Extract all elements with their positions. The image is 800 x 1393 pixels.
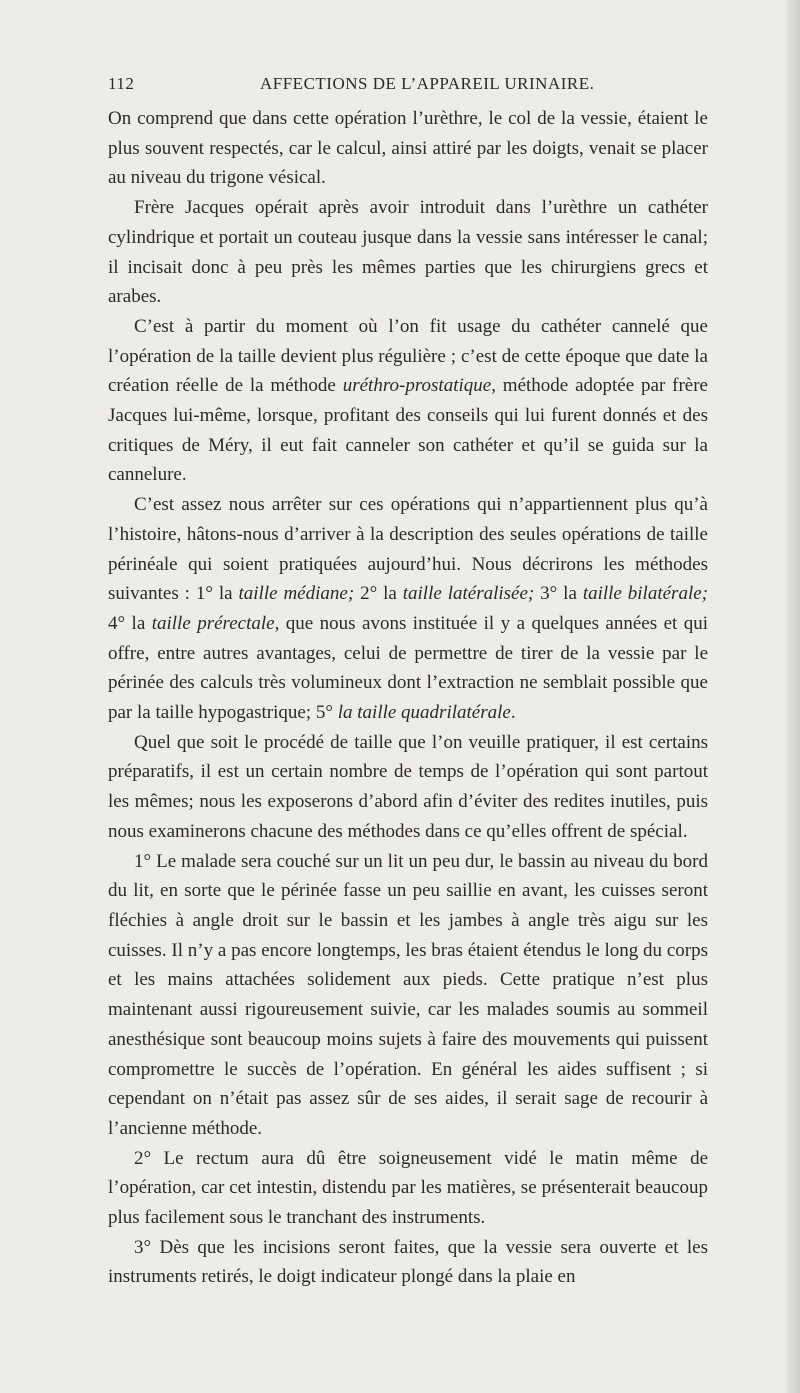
italic-term: uréthro-prostatique	[342, 375, 492, 397]
text-run: 3° Dès que les incisions seront faites, que la vessie sera ouverte et les instruments retirés, le doigt indicateur plongé dans la plaie en	[108, 1236, 708, 1288]
text-run: 2° la	[354, 583, 403, 605]
paragraph	[108, 1233, 708, 1292]
text-run: Frère Jacques opérait après avoir introduit dans l’urèthre un cathéter cylindrique et portait un couteau jusque dans la vessie sans intéresser le canal; il incisait donc à peu près les mêmes parties que les chirurgiens grecs et arabes.	[108, 197, 708, 308]
text-run: 1° Le malade sera couché sur un lit un peu dur, le bassin au niveau du bord du lit, en sorte que le périnée fasse un peu saillie en avant, les cuisses seront fléchies à angle droit sur le bassin et les jambes à angle très aigu sur les cuisses. Il n’y a pas encore longtemps, les bras étaient étendus le long du corps et les mains attachées solidement aux pieds. Cette pratique n’est plus maintenant aussi rigoureusement suivie, car les malades soumis au sommeil anesthésique sont beaucoup moins sujets à faire des mouvements qui puissent compromettre le succès de l’opération. En général les aides suffisent ; si cependant on n’était pas assez sûr de ses aides, il serait sage de recourir à l’ancienne méthode.	[108, 850, 708, 1139]
paragraph	[108, 312, 708, 490]
paragraph	[108, 193, 708, 312]
text-run: , méthode adoptée par frère Jacques lui-même, lorsque, profitant des conseils qui lui furent donnés et des critiques de Méry, il eut fait canneler son cathéter et qu’il se guida sur la cannelure.	[108, 375, 708, 486]
text-run: 3° la	[534, 583, 583, 605]
paragraph	[108, 847, 708, 1144]
italic-term: taille médiane;	[238, 583, 355, 605]
text-run: .	[510, 702, 516, 724]
text-run: C’est assez nous arrêter sur ces opérations qui n’appartiennent plus qu’à l’histoire, hâtons-nous d’arriver à la description des seules opérations de taille périnéale qui soient pratiquées aujourd’hui. Nous décrirons les méthodes suivantes : 1° la	[108, 494, 708, 605]
text-run: 4° la	[108, 612, 152, 634]
italic-term: taille bilatérale;	[582, 583, 708, 605]
text-run: 2° Le rectum aura dû être soigneusement vidé le matin même de l’opération, car cet intestin, distendu par les matières, se présenterait beaucoup plus facilement sous le tranchant des instruments.	[108, 1147, 708, 1229]
text-run: On comprend que dans cette opération l’urèthre, le col de la vessie, étaient le plus souvent respectés, car le calcul, ainsi attiré par les doigts, venait se placer au niveau du trigone vésical.	[108, 108, 708, 189]
paragraph	[108, 1144, 708, 1233]
paragraph	[108, 490, 708, 728]
text-run: C’est à partir du moment où l’on fit usage du cathéter cannelé que l’opération de la taille devient plus régulière ; c’est de cette époque que date la création réelle de la méthode	[108, 315, 708, 397]
italic-term: taille prérectale	[151, 612, 275, 634]
italic-term: taille latéralisée;	[402, 583, 535, 605]
text-run: Quel que soit le procédé de taille que l’on veuille pratiquer, il est certains préparatifs, il est un certain nombre de temps de l’opération qui sont partout les mêmes; nous les exposerons d’abord afin d’éviter des redites inutiles, puis nous examinerons chacune des méthodes dans ce qu’elles offrent de spécial.	[108, 731, 708, 842]
text-run: , que nous avons instituée il y a quelques années et qui offre, entre autres avantages, celui de permettre de tirer de la vessie par le périnée des calculs très volumineux dont l’extraction ne semblait possible que par la taille hypogastrique; 5°	[108, 612, 709, 724]
paragraph	[108, 104, 708, 193]
body-text	[108, 104, 708, 1292]
running-title: AFFECTIONS DE L’APPAREIL URINAIRE.	[260, 74, 595, 93]
page-edge	[786, 0, 800, 1393]
page-number: 112	[108, 74, 135, 93]
paragraph	[108, 728, 708, 847]
italic-term: la taille quadrilatérale	[337, 702, 511, 724]
